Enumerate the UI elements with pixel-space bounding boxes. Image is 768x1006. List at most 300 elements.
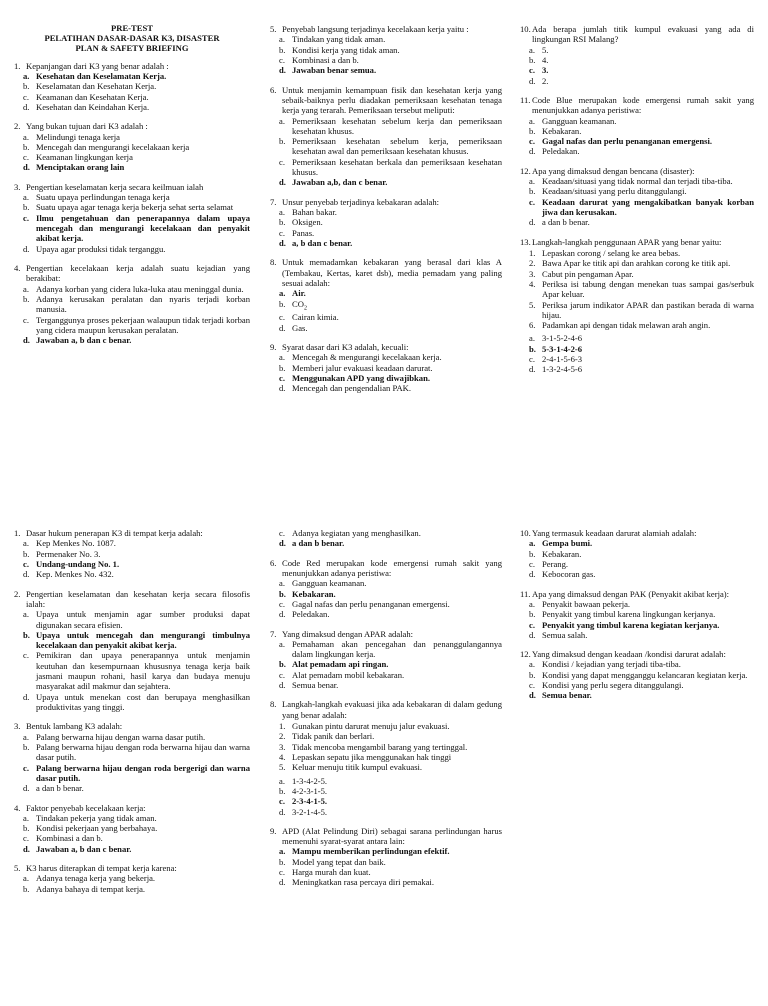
question-number: 10. (520, 24, 531, 34)
option-text: Penyakit yang timbul karena lingkungan kerjanya. (542, 609, 716, 620)
answer-option (270, 383, 502, 393)
question-text: Unsur penyebab terjadinya kebakaran adalah: (282, 196, 440, 207)
question-number: 9. (270, 825, 277, 836)
option-letter: c. (279, 796, 285, 807)
step-number: 5. (279, 762, 286, 773)
option-text: 4-2-3-1-5. (292, 785, 328, 796)
option-letter: c. (529, 558, 535, 569)
answer-option (14, 315, 250, 336)
answer-option-correct (14, 335, 250, 345)
question-text: APD (Alat Pelindung Diri) sebagai sarana perlindungan harus memenuhi syarat-syarat antara lain: (282, 825, 502, 847)
option-text: Suatu upaya agar tenaga kerja bekerja sehat serta selamat (36, 202, 234, 213)
answer-option (270, 352, 502, 362)
option-letter: d. (23, 691, 30, 702)
option-text: Alat pemadam mobil kebakaran. (292, 669, 405, 680)
option-letter: b. (23, 741, 30, 752)
document-title (14, 24, 250, 54)
option-text: Keamanan lingkungan kerja (36, 152, 133, 163)
question-item (520, 649, 754, 701)
option-letter: a. (529, 115, 535, 126)
option-text: Gempa bumi. (542, 538, 593, 549)
step-item (520, 320, 754, 330)
option-letter: d. (529, 569, 536, 580)
option-letter: b. (279, 856, 286, 867)
answer-option-correct (270, 589, 502, 599)
question-text: Apa yang dimaksud dengan bencana (disaster): (532, 165, 695, 176)
answer-option (520, 680, 754, 690)
answer-option (270, 55, 502, 65)
option-text: Bahan bakar. (292, 207, 337, 217)
option-text: Perang. (542, 558, 569, 569)
option-letter: d. (23, 162, 30, 173)
option-letter: b. (279, 298, 286, 309)
option-text: Cairan kimia. (292, 312, 339, 323)
option-text: Gagal nafas dan perlu penanganan emergensi. (542, 136, 712, 147)
option-text: Kesehatan dan Keindahan Kerja. (36, 101, 150, 112)
option-letter: a. (529, 44, 535, 55)
question-text: Yang termasuk keadaan darurat alamiah adalah: (532, 528, 697, 538)
answer-option-correct (14, 213, 250, 244)
step-number: 1. (529, 247, 536, 258)
answer-option-correct (14, 71, 250, 81)
answer-option (520, 45, 754, 55)
option-letter: b. (23, 202, 30, 213)
option-text: Keadaan darurat yang mengakibatkan banyak korban jiwa dan kerusakan. (542, 196, 754, 217)
option-letter: d. (279, 806, 286, 817)
option-letter: d. (279, 322, 286, 333)
question-stem (14, 121, 250, 131)
option-letter: a. (23, 609, 29, 620)
answer-option (270, 228, 502, 238)
answer-option (14, 284, 250, 294)
top-column-1 (14, 24, 250, 354)
option-text: Undang-undang No. 1. (36, 558, 120, 569)
step-number: 5. (529, 299, 536, 310)
option-letter: c. (529, 354, 535, 365)
option-text: 5. (542, 44, 549, 55)
option-text: Kebakaran. (542, 125, 582, 136)
question-text: Yang dimaksud dengan keadaan /kondisi darurat adalah: (532, 649, 726, 660)
step-text: Padamkan api dengan tidak melawan arah angin. (542, 320, 711, 331)
answer-option (520, 364, 754, 374)
question-text: Apa yang dimaksud dengan PAK (Penyakit akibat kerja): (532, 588, 730, 599)
question-list (520, 24, 754, 375)
question-stem (14, 863, 250, 873)
option-letter: b. (529, 548, 536, 559)
answer-option-correct (270, 65, 502, 75)
question-text: Untuk menjamin kemampuan fisik dan kesehatan kerja yang sebaik-baiknya perlu diadakan pemeriksaan kesehatan tenaga kerja yang terarah. Pemeriksaan tersebut meliputi: (282, 84, 502, 116)
option-text: Kondisi / kejadian yang terjadi tiba-tiba. (542, 659, 681, 670)
option-letter: b. (23, 81, 30, 92)
question-number: 8. (270, 699, 277, 710)
question-stem (14, 589, 250, 610)
option-text: 1-3-2-4-5-6 (542, 364, 583, 375)
question-item (14, 589, 250, 713)
option-text: 1-3-4-2-5. (292, 775, 328, 786)
option-letter: b. (23, 548, 30, 559)
option-text: Penyakit yang timbul karena kegiatan kerjanya. (542, 619, 720, 630)
question-item (14, 721, 250, 793)
question-stem (270, 826, 502, 847)
question-item (270, 342, 502, 394)
step-number: 3. (529, 268, 536, 279)
answer-option (14, 742, 250, 763)
option-text: Kombinasi a dan b. (36, 833, 103, 844)
answer-option (270, 116, 502, 137)
option-text: Keamanan dan Kesehatan Kerja. (36, 91, 149, 102)
option-letter: a. (23, 70, 30, 81)
question-number: 5. (270, 24, 277, 34)
option-text: Kebakaran. (542, 548, 582, 559)
title-line-1: PRE-TEST (110, 23, 154, 33)
option-text: a, b dan c benar. (292, 237, 353, 248)
step-text: Bawa Apar ke titik api dan arahkan corong ke titik api. (542, 258, 731, 269)
option-letter: d. (279, 877, 286, 888)
question-stem (14, 803, 250, 813)
option-text: 3. (542, 65, 549, 76)
step-item (270, 731, 502, 741)
step-item (270, 762, 502, 772)
step-number: 6. (529, 320, 536, 331)
option-text: Peledakan. (542, 146, 580, 157)
option-letter: d. (279, 177, 286, 188)
option-letter: c. (23, 833, 29, 844)
option-letter: b. (279, 44, 286, 55)
answer-option-correct (520, 620, 754, 630)
option-letter: c. (279, 227, 285, 238)
question-stem (270, 629, 502, 639)
option-text: Pemeriksaan kesehatan sebelum kerja dan pemeriksaan kesehatan khusus. (292, 115, 502, 136)
step-number: 1. (279, 721, 286, 731)
option-letter: c. (529, 680, 535, 691)
question-item (14, 863, 250, 894)
option-text: Palang berwarna hijau dengan roda bergerigi dan warna dasar putih. (36, 762, 250, 783)
answer-option (520, 569, 754, 579)
option-letter: a. (529, 538, 536, 549)
question-text: Pengertian kecelakaan kerja adalah suatu kejadian yang berakibat: (26, 262, 250, 284)
option-letter: b. (529, 343, 536, 354)
step-text: Keluar menuju titik kumpul evakuasi. (292, 762, 423, 773)
question-item (14, 182, 250, 254)
answer-option (520, 630, 754, 640)
answer-option (270, 207, 502, 217)
option-letter: d. (23, 243, 30, 254)
question-text: Code Blue merupakan kode emergensi rumah sakit yang menunjukkan adanya peristiwa: (532, 94, 754, 116)
question-number: 4. (14, 802, 21, 813)
answer-option (270, 867, 502, 877)
option-letter: d. (279, 538, 286, 549)
step-item (520, 258, 754, 268)
step-number: 4. (529, 278, 536, 289)
question-text: Ada berapa jumlah titik kumpul evakuasi yang ada di lingkungan RSI Malang? (532, 24, 754, 45)
question-text: Yang dimaksud dengan APAR adalah: (282, 628, 414, 639)
option-text: Jawaban a,b, dan c benar. (292, 177, 388, 188)
answer-option (270, 599, 502, 609)
answer-option (14, 132, 250, 142)
question-item (270, 558, 502, 620)
question-number: 12. (520, 165, 531, 176)
answer-option (520, 116, 754, 126)
answer-option (14, 873, 250, 883)
answer-option-correct (14, 844, 250, 854)
option-text: Jawaban a, b dan c benar. (36, 335, 132, 346)
option-text: Kesehatan dan Keselamatan Kerja. (36, 70, 167, 81)
option-text: Kondisi yang perlu segera ditanggulangi. (542, 680, 684, 691)
title-line-3: PLAN & SAFETY BRIEFING (75, 42, 189, 53)
option-text: Suatu upaya perlindungan tenaga kerja (36, 192, 170, 203)
question-number: 2. (14, 588, 21, 599)
bottom-column-1 (14, 528, 250, 903)
question-item (14, 121, 250, 173)
question-item (270, 699, 502, 816)
question-number: 7. (270, 196, 277, 207)
question-text: Langkah-langkah penggunaan APAR yang benar yaitu: (532, 236, 722, 247)
question-item (14, 61, 250, 113)
question-stem (520, 649, 754, 659)
option-text: Alat pemadam api ringan. (292, 659, 389, 670)
question-number: 11. (520, 94, 531, 105)
option-text: Melindungi tenaga kerja (36, 131, 120, 142)
answer-option (14, 884, 250, 894)
option-letter: d. (529, 146, 536, 157)
option-text: Model yang tepat dan baik. (292, 856, 386, 867)
question-stem (270, 24, 502, 34)
option-letter: b. (529, 54, 536, 65)
step-number: 3. (279, 741, 286, 752)
answer-option (14, 92, 250, 102)
option-text: Kondisi yang dapat mengganggu kelancaran kegiatan kerja. (542, 669, 748, 680)
question-text: Penyebab langsung terjadinya kecelakaan kerja yaitu : (282, 24, 469, 34)
question-item (14, 528, 250, 580)
answer-option (520, 176, 754, 186)
option-letter: b. (279, 217, 286, 228)
bottom-column-3 (520, 528, 754, 710)
answer-option (270, 680, 502, 690)
option-letter: a. (279, 288, 286, 299)
option-text: Adanya kegiatan yang menghasilkan. (292, 528, 421, 538)
option-text: Adanya tenaga kerja yang bekerja. (36, 873, 156, 884)
option-text: Mencegah dan pengendalian PAK. (292, 383, 412, 394)
option-letter: c. (23, 762, 29, 773)
answer-option (14, 833, 250, 843)
question-number: 2. (14, 121, 21, 132)
question-list (14, 528, 250, 894)
answer-option-correct (270, 177, 502, 187)
top-column-2 (270, 24, 502, 403)
question-number: 11. (520, 588, 531, 599)
option-letter: d. (23, 101, 30, 112)
option-letter: a. (23, 283, 29, 294)
answer-option (270, 312, 502, 322)
option-text: Permenaker No. 3. (36, 548, 101, 559)
option-text: Adanya korban yang cidera luka-luka atau meninggal dunia. (36, 283, 244, 294)
question-text: Faktor penyebab kecelakaan kerja: (26, 802, 146, 813)
answer-option (270, 609, 502, 619)
answer-option (14, 202, 250, 212)
answer-option (14, 244, 250, 254)
option-letter: c. (23, 91, 29, 102)
question-item (520, 528, 754, 580)
answer-option (270, 807, 502, 817)
answer-option (520, 599, 754, 609)
question-stem (270, 197, 502, 207)
answer-option (520, 186, 754, 196)
question-text: Kepanjangan dari K3 yang benar adalah : (26, 60, 169, 71)
option-text: Harga murah dan kuat. (292, 867, 371, 878)
answer-option (520, 549, 754, 559)
option-letter: a. (23, 731, 29, 742)
option-letter: c. (529, 136, 535, 147)
question-stem (270, 342, 502, 352)
option-text: Panas. (292, 227, 315, 238)
option-letter: d. (529, 364, 536, 375)
option-text: Mampu memberikan perlindungan efektif. (292, 846, 450, 857)
answer-option-correct (270, 846, 502, 856)
question-item (270, 826, 502, 888)
option-letter: b. (529, 609, 536, 620)
question-number: 12. (520, 649, 531, 660)
step-item (520, 248, 754, 258)
option-letter: d. (23, 843, 30, 854)
answer-option (14, 538, 250, 548)
answer-option (520, 333, 754, 343)
option-letter: b. (529, 186, 536, 197)
answer-option-correct (14, 763, 250, 784)
option-letter: c. (279, 528, 285, 538)
question-list (270, 24, 502, 394)
answer-option (520, 146, 754, 156)
option-text: Mencegah & mengurangi kecelakaan kerja. (292, 352, 442, 363)
answer-option (520, 126, 754, 136)
option-text: Palang berwarna hijau dengan warna dasar putih. (36, 731, 206, 742)
question-list (14, 61, 250, 346)
answer-option (270, 578, 502, 588)
option-letter: a. (279, 846, 286, 857)
question-stem (14, 182, 250, 192)
question-stem (14, 263, 250, 284)
answer-option-correct (14, 559, 250, 569)
question-stem (520, 95, 754, 116)
option-letter: c. (279, 312, 285, 323)
option-text: Upaya untuk menjamin agar sumber produksi dapat digunakan secara efisien. (36, 609, 250, 630)
answer-option (270, 776, 502, 786)
answer-option (520, 609, 754, 619)
option-text: Pemeriksaan kesehatan sebelum kerja, pemeriksaan kesehatan awal dan pemeriksaan kesehatan khusus. (292, 136, 502, 157)
answer-option-correct (270, 238, 502, 248)
option-text: Mencegah dan mengurangi kecelakaan kerja (36, 141, 190, 152)
answer-option (14, 294, 250, 315)
answer-option (270, 363, 502, 373)
step-item (270, 752, 502, 762)
question-item (14, 263, 250, 346)
option-letter: b. (529, 125, 536, 136)
question-stem (520, 237, 754, 247)
step-text: Gunakan pintu darurat menuju jalur evakuasi. (292, 721, 450, 731)
option-letter: a. (279, 115, 285, 126)
answer-option (14, 650, 250, 691)
answer-option (270, 786, 502, 796)
option-text: 2. (542, 75, 549, 86)
option-letter: b. (279, 785, 286, 796)
answer-option (270, 670, 502, 680)
step-item (270, 742, 502, 752)
option-text: Gas. (292, 322, 308, 333)
option-letter: a. (23, 812, 29, 823)
option-text: Kondisi pekerjaan yang berbahaya. (36, 823, 158, 834)
answer-option (14, 102, 250, 112)
question-item (270, 528, 502, 549)
option-letter: c. (279, 156, 285, 167)
answer-option-correct (270, 659, 502, 669)
option-letter: a. (23, 192, 29, 203)
step-text: Cabut pin pengaman Apar. (542, 268, 634, 279)
option-text: Kep. Menkes No. 432. (36, 569, 114, 580)
option-text: Menggunakan APD yang diwajibkan. (292, 372, 431, 383)
option-letter: d. (279, 65, 286, 76)
option-text: Upaya untuk menekan cost dan berupaya menghasilkan produktivitas yang tinggi. (36, 691, 250, 712)
option-text: Terganggunya proses pekerjaan walaupun tidak terjadi korban yang cidera maupun kerusakan peralatan. (36, 314, 250, 335)
step-number: 2. (529, 258, 536, 269)
step-number: 4. (279, 751, 286, 762)
answer-option (14, 813, 250, 823)
option-text: Palang berwarna hijau dengan roda berwarna hijau dan warna dasar putih. (36, 741, 250, 763)
question-number: 10. (520, 528, 531, 538)
option-letter: b. (23, 629, 30, 640)
option-subscript: 2 (303, 305, 307, 312)
question-item (270, 257, 502, 333)
option-text: Keadaan/situasi yang tidak normal dan terjadi tiba-tiba. (542, 176, 733, 187)
answer-option-correct (14, 630, 250, 651)
question-list (520, 528, 754, 701)
option-letter: d. (279, 609, 286, 620)
option-text: 4. (542, 54, 549, 65)
option-text: 2-4-1-5-6-3 (542, 354, 583, 365)
step-text: Lepaskan sepatu jika menggunakan hak tinggi (292, 751, 452, 762)
answer-option (14, 81, 250, 91)
option-letter: b. (23, 883, 30, 894)
step-text: Periksa jarum indikator APAR dan pastikan berada di warna hijau. (542, 299, 754, 320)
option-text: Kebocoran gas. (542, 569, 596, 580)
answer-option-correct (14, 162, 250, 172)
option-letter: d. (529, 75, 536, 86)
answer-option (520, 76, 754, 86)
question-text: Pengertian keselamatan kerja secara keilmuan ialah (26, 181, 204, 192)
question-item (520, 237, 754, 375)
question-text: Dasar hukum penerapan K3 di tempat kerja adalah: (26, 528, 203, 538)
step-item (270, 721, 502, 731)
answer-option (270, 45, 502, 55)
option-text: Kebakaran. (292, 588, 336, 599)
option-letter: a. (279, 775, 285, 786)
option-text: Keselamatan dan Kesehatan Kerja. (36, 81, 157, 92)
option-text: 3-1-5-2-4-6 (542, 333, 583, 344)
option-letter: a. (279, 578, 285, 589)
option-letter: a. (279, 34, 285, 45)
option-text: Ilmu pengetahuan dan penerapannya dalam upaya mencegah dan mengurangi kecelakaan dan penyakit akibat kerja. (36, 212, 250, 244)
option-letter: d. (529, 629, 536, 640)
option-text: Keadaan/situasi yang perlu ditanggulangi. (542, 186, 687, 197)
option-text: Pemeriksaan kesehatan berkala dan pemeriksaan kesehatan khusus. (292, 156, 502, 178)
option-text: Semua benar. (292, 680, 339, 691)
question-number: 6. (270, 84, 277, 95)
option-text: 5-3-1-4-2-6 (542, 343, 583, 354)
answer-option-correct (520, 197, 754, 218)
option-text: Kep Menkes No. 1087. (36, 538, 116, 549)
option-letter: b. (279, 659, 286, 670)
option-letter: b. (279, 362, 286, 373)
option-text: Pemahaman akan pencegahan dan penanggulangannya dalam lingkungan kerja. (292, 638, 502, 660)
option-letter: c. (23, 650, 29, 661)
